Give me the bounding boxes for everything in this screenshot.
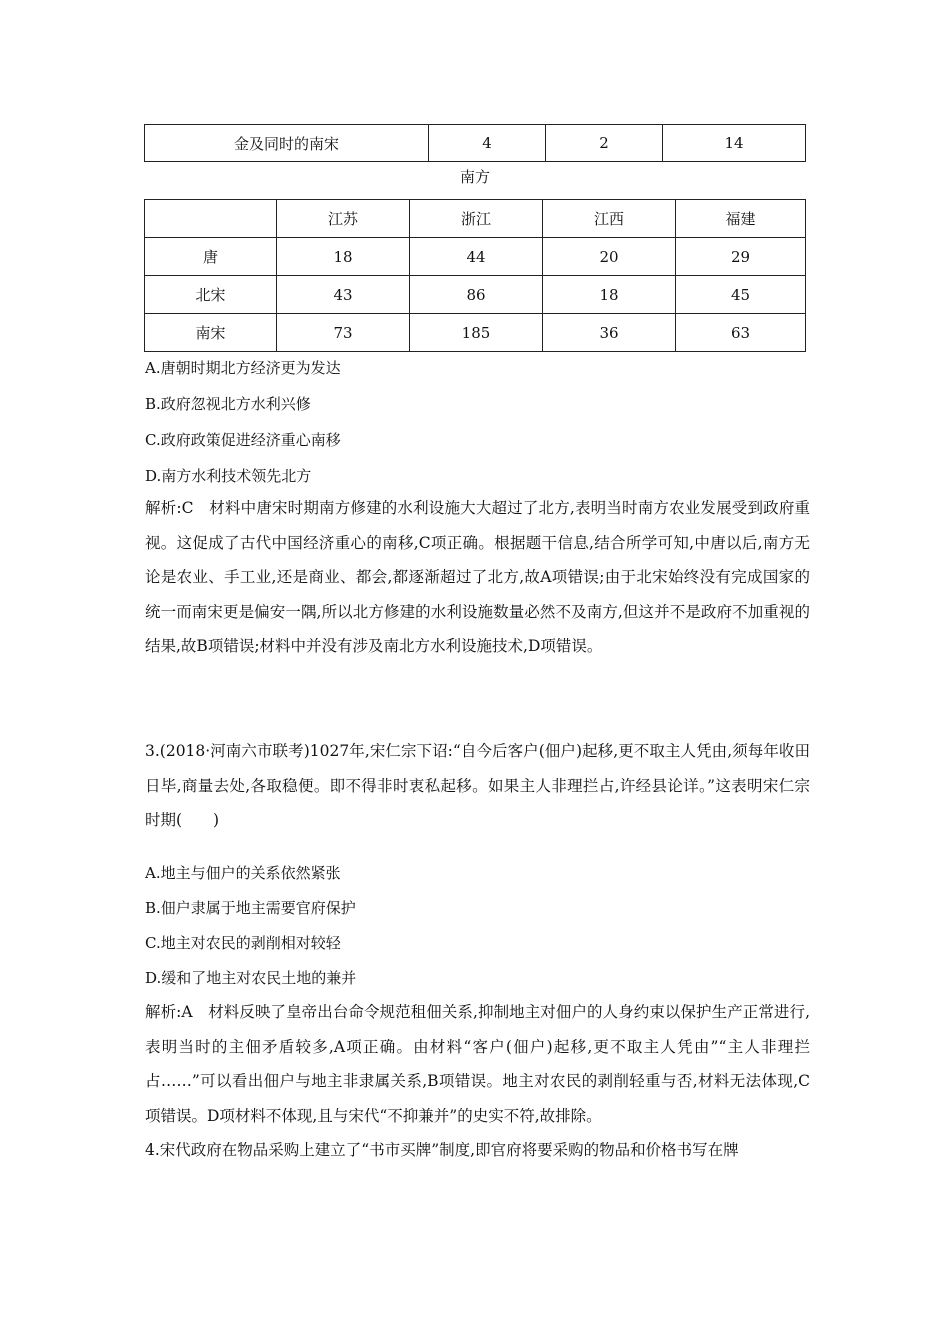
table-row [145, 125, 806, 162]
q3-option-d: D.缓和了地主对农民土地的兼并 [145, 969, 357, 987]
q3-option-c: C.地主对农民的剥削相对较轻 [145, 934, 341, 952]
south-data-table [144, 199, 806, 352]
row-label: 南宋 [145, 314, 277, 352]
table-cell: 45 [676, 276, 806, 314]
column-header: 浙江 [410, 200, 543, 238]
table-caption: 南方 [459, 168, 490, 186]
table-cell: 36 [543, 314, 676, 352]
q2-option-c: C.政府政策促进经济重心南移 [145, 431, 341, 449]
table-cell: 18 [543, 276, 676, 314]
table-cell: 43 [277, 276, 410, 314]
q2-option-b: B.政府忽视北方水利兴修 [145, 395, 311, 413]
table-cell: 4 [429, 125, 546, 162]
column-header: 福建 [676, 200, 806, 238]
table-header-row [145, 200, 806, 238]
q2-option-d: D.南方水利技术领先北方 [145, 467, 312, 485]
q2-analysis: 解析:C 材料中唐宋时期南方修建的水利设施大大超过了北方,表明当时南方农业发展受到政府重视。这促成了古代中国经济重心的南移,C项正确。根据题干信息,结合所学可知,中唐以后,南方无论是农业、手工业,还是商业、都会,都逐渐超过了北方,故A项错误;由于北宋始终没有完成国家的统一而南宋更是偏安一隅,所以北方修建的水利设施数量必然不及南方,但这并不是政府不加重视的结果,故B项错误;材料中并没有涉及南北方水利设施技术,D项错误。 [145, 499, 810, 656]
table-row [145, 314, 806, 352]
table-cell: 185 [410, 314, 543, 352]
column-header: 江西 [543, 200, 676, 238]
q3-analysis: 解析:A 材料反映了皇帝出台命令规范租佃关系,抑制地主对佃户的人身约束以保护生产正常进行,表明当时的主佃矛盾较多,A项正确。由材料“客户(佃户)起移,更不取主人凭由”“主人非理拦占……”可以看出佃户与地主非隶属关系,B项错误。地主对农民的剥削轻重与否,材料无法体现,C项错误。D项材料不体现,且与宋代“不抑兼并”的史实不符,故排除。 [145, 1003, 810, 1125]
table-cell: 2 [546, 125, 663, 162]
table-row [145, 276, 806, 314]
table-cell: 44 [410, 238, 543, 276]
table-cell: 29 [676, 238, 806, 276]
north-data-table [144, 124, 806, 162]
row-label: 北宋 [145, 276, 277, 314]
table-cell: 73 [277, 314, 410, 352]
q4-stem: 4.宋代政府在物品采购上建立了“书市买牌”制度,即官府将要采购的物品和价格书写在牌 [145, 1141, 739, 1159]
table-cell: 金及同时的南宋 [145, 125, 429, 162]
column-header: 江苏 [277, 200, 410, 238]
table-row [145, 238, 806, 276]
table-corner-cell [145, 200, 277, 238]
q3-option-a: A.地主与佃户的关系依然紧张 [145, 864, 341, 882]
table-cell: 14 [663, 125, 806, 162]
q3-option-b: B.佃户隶属于地主需要官府保护 [145, 899, 356, 917]
q3-stem: 3.(2018·河南六市联考)1027年,宋仁宗下诏:“自今后客户(佃户)起移,更不取主人凭由,须每年收田日毕,商量去处,各取稳便。即不得非时衷私起移。如果主人非理拦占,许经县论详。”这表明宋仁宗时期( ) [145, 742, 810, 830]
q2-option-a: A.唐朝时期北方经济更为发达 [145, 359, 341, 377]
table-cell: 86 [410, 276, 543, 314]
table-cell: 20 [543, 238, 676, 276]
table-cell: 63 [676, 314, 806, 352]
table-cell: 18 [277, 238, 410, 276]
row-label: 唐 [145, 238, 277, 276]
